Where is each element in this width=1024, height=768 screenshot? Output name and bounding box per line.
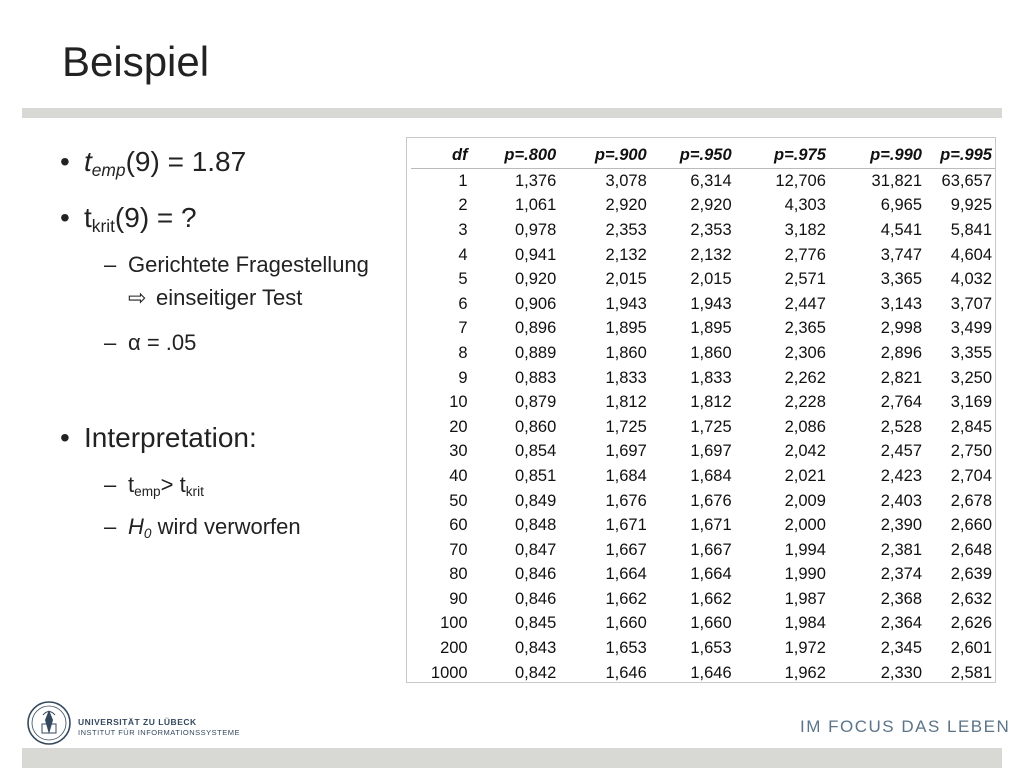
critical-value-cell: 1,990: [784, 565, 826, 584]
df-cell: 40: [449, 466, 468, 485]
critical-value-cell: 2,353: [605, 220, 647, 239]
df-cell: 7: [458, 319, 468, 338]
critical-value-cell: 1,860: [605, 343, 647, 362]
critical-value-cell: 2,423: [880, 466, 922, 485]
footer-band: [22, 748, 1002, 768]
critical-value-cell: 2,750: [950, 442, 992, 461]
critical-value-cell: 2,381: [880, 540, 922, 559]
df-cell: 60: [449, 516, 468, 535]
sub-bullet-directed-hypothesis: [104, 252, 369, 278]
table-row: [411, 636, 995, 661]
critical-value-cell: 1,895: [690, 319, 732, 338]
t-subscript: krit: [185, 484, 204, 500]
critical-value-cell: 0,889: [514, 343, 557, 362]
critical-value-cell: 0,854: [514, 442, 557, 461]
critical-value-cell: 1,664: [690, 565, 732, 584]
critical-value-cell: 2,403: [880, 491, 922, 510]
critical-value-cell: 0,845: [514, 614, 557, 633]
table-row: [411, 169, 995, 194]
critical-value-cell: 0,849: [514, 491, 557, 510]
critical-value-cell: 3,499: [950, 319, 992, 338]
table-row: [411, 366, 995, 391]
critical-value-cell: 2,678: [950, 491, 992, 510]
critical-value-cell: 2,896: [880, 343, 922, 362]
bullet-t-krit: [60, 202, 197, 237]
critical-value-cell: 1,697: [605, 442, 647, 461]
critical-value-cell: 1,662: [690, 589, 732, 608]
df-cell: 8: [458, 343, 468, 362]
university-name: UNIVERSITÄT ZU LÜBECK: [78, 717, 197, 727]
critical-value-cell: 3,143: [880, 294, 922, 313]
critical-value-cell: 0,846: [514, 589, 557, 608]
critical-value-cell: 12,706: [775, 171, 826, 190]
t-symbol: t: [128, 472, 135, 497]
critical-value-cell: 0,920: [514, 270, 557, 289]
critical-value-cell: 1,664: [605, 565, 647, 584]
critical-value-cell: 3,365: [880, 270, 922, 289]
h-symbol: H: [128, 514, 144, 539]
critical-value-cell: 2,353: [690, 220, 732, 239]
critical-value-cell: 5,841: [950, 220, 992, 239]
table-body: [411, 169, 995, 686]
critical-value-cell: 2,660: [950, 516, 992, 535]
university-seal-icon: [26, 700, 72, 746]
table-header-cell: p=.900: [559, 142, 650, 169]
bullet-dot: •: [60, 422, 70, 453]
df-cell: 50: [449, 491, 468, 510]
df-cell: 1: [458, 171, 468, 190]
critical-value-cell: 2,632: [950, 589, 992, 608]
t-distribution-table: [411, 142, 995, 685]
sub-bullet-dash: –: [104, 330, 117, 355]
table-row: [411, 464, 995, 489]
table-header-row: [411, 142, 995, 169]
critical-value-cell: 3,078: [605, 171, 647, 190]
df-cell: 9: [458, 368, 468, 387]
critical-value-cell: 2,639: [950, 565, 992, 584]
critical-value-cell: 2,000: [784, 516, 826, 535]
critical-value-cell: 3,250: [950, 368, 992, 387]
critical-value-cell: 2,920: [605, 196, 647, 215]
table-row: [411, 390, 995, 415]
critical-value-cell: 1,833: [605, 368, 647, 387]
bullet-interpretation: [60, 422, 257, 454]
df-cell: 70: [449, 540, 468, 559]
critical-value-cell: 1,646: [690, 663, 732, 682]
df-cell: 1000: [430, 663, 468, 682]
critical-value-cell: 1,653: [605, 639, 647, 658]
critical-value-cell: 1,653: [690, 639, 732, 658]
t-subscript: emp: [134, 484, 161, 500]
df-cell: 100: [440, 614, 468, 633]
t-symbol: t: [84, 202, 92, 233]
critical-value-cell: 0,941: [514, 245, 557, 264]
critical-value-cell: 1,697: [690, 442, 732, 461]
critical-value-cell: 2,528: [880, 417, 922, 436]
t-emp-value: (9) = 1.87: [125, 146, 247, 177]
critical-value-cell: 2,364: [880, 614, 922, 633]
critical-value-cell: 1,860: [690, 343, 732, 362]
critical-value-cell: 1,943: [605, 294, 647, 313]
df-cell: 200: [440, 639, 468, 658]
t-subscript: emp: [91, 160, 126, 181]
critical-value-cell: 1,994: [784, 540, 826, 559]
table-row: [411, 513, 995, 538]
df-cell: 20: [449, 417, 468, 436]
df-cell: 90: [449, 589, 468, 608]
critical-value-cell: 1,662: [605, 589, 647, 608]
critical-value-cell: 31,821: [871, 171, 922, 190]
critical-value-cell: 2,345: [880, 639, 922, 658]
critical-value-cell: 1,061: [514, 196, 557, 215]
critical-value-cell: 2,368: [880, 589, 922, 608]
table-row: [411, 489, 995, 514]
critical-value-cell: 1,676: [690, 491, 732, 510]
critical-value-cell: 1,684: [605, 466, 647, 485]
critical-value-cell: 63,657: [941, 171, 992, 190]
critical-value-cell: 6,314: [690, 171, 732, 190]
critical-value-cell: 2,390: [880, 516, 922, 535]
critical-value-cell: 1,671: [690, 516, 732, 535]
table-row: [411, 267, 995, 292]
sub-bullet-dash: –: [104, 472, 117, 497]
critical-value-cell: 0,860: [514, 417, 557, 436]
critical-value-cell: 1,667: [690, 540, 732, 559]
alpha-text: α = .05: [128, 330, 197, 355]
critical-value-cell: 1,833: [690, 368, 732, 387]
critical-value-cell: 0,851: [514, 466, 557, 485]
critical-value-cell: 2,704: [950, 466, 992, 485]
critical-value-cell: 3,747: [880, 245, 922, 264]
critical-value-cell: 4,604: [950, 245, 992, 264]
critical-value-cell: 2,042: [784, 442, 826, 461]
df-cell: 6: [458, 294, 468, 313]
table-row: [411, 243, 995, 268]
critical-value-cell: 1,962: [784, 663, 826, 682]
table-row: [411, 218, 995, 243]
right-arrow-icon: ⇨: [128, 285, 147, 310]
critical-value-cell: 2,015: [690, 270, 732, 289]
critical-value-cell: 2,601: [950, 639, 992, 658]
critical-value-cell: 3,182: [784, 220, 826, 239]
critical-value-cell: 4,541: [880, 220, 922, 239]
table-row: [411, 317, 995, 342]
institute-name: INSTITUT FÜR INFORMATIONSSYSTEME: [78, 728, 240, 737]
table-row: [411, 194, 995, 219]
slogan: IM FOCUS DAS LEBEN: [800, 717, 1011, 736]
critical-value-cell: 9,925: [950, 196, 992, 215]
critical-value-cell: 4,303: [784, 196, 826, 215]
critical-value-cell: 0,846: [514, 565, 557, 584]
table-row: [411, 341, 995, 366]
table-row: [411, 415, 995, 440]
critical-value-cell: 1,943: [690, 294, 732, 313]
bullet-t-emp: [60, 146, 247, 181]
critical-value-cell: 1,676: [605, 491, 647, 510]
df-cell: 2: [458, 196, 468, 215]
sub-bullet-h0-rejected: [104, 514, 301, 540]
table-header-cell: p=.800: [471, 142, 560, 169]
h-subscript: 0: [143, 526, 152, 542]
table-row: [411, 661, 995, 686]
critical-value-cell: 2,365: [784, 319, 826, 338]
t-krit-value: (9) = ?: [114, 202, 197, 233]
critical-value-cell: 1,725: [690, 417, 732, 436]
critical-value-cell: 2,626: [950, 614, 992, 633]
critical-value-cell: 2,021: [784, 466, 826, 485]
critical-value-cell: 2,457: [880, 442, 922, 461]
table-row: [411, 587, 995, 612]
critical-value-cell: 0,883: [514, 368, 557, 387]
df-cell: 3: [458, 220, 468, 239]
df-cell: 4: [458, 245, 468, 264]
critical-value-cell: 2,306: [784, 343, 826, 362]
sub-bullet-one-sided-test: [128, 285, 302, 311]
critical-value-cell: 2,776: [784, 245, 826, 264]
table-row: [411, 440, 995, 465]
critical-value-cell: 0,896: [514, 319, 557, 338]
table-header-cell: p=.990: [829, 142, 925, 169]
critical-value-cell: 1,376: [514, 171, 557, 190]
table-row: [411, 538, 995, 563]
critical-value-cell: 2,581: [950, 663, 992, 682]
critical-value-cell: 2,132: [605, 245, 647, 264]
slide-title: Beispiel: [62, 38, 210, 85]
critical-value-cell: 6,965: [880, 196, 922, 215]
critical-value-cell: 2,821: [880, 368, 922, 387]
critical-value-cell: 2,374: [880, 565, 922, 584]
critical-value-cell: 1,671: [605, 516, 647, 535]
critical-value-cell: 0,906: [514, 294, 557, 313]
df-cell: 80: [449, 565, 468, 584]
one-sided-test-text: einseitiger Test: [156, 285, 303, 310]
critical-value-cell: 4,032: [950, 270, 992, 289]
bullet-dot: •: [60, 146, 70, 177]
critical-value-cell: 1,987: [784, 589, 826, 608]
critical-value-cell: 2,845: [950, 417, 992, 436]
critical-value-cell: 1,812: [605, 393, 647, 412]
critical-value-cell: 2,009: [784, 491, 826, 510]
critical-value-cell: 3,355: [950, 343, 992, 362]
greater-than-t: > t: [160, 472, 186, 497]
bullet-dot: •: [60, 202, 70, 233]
df-cell: 30: [449, 442, 468, 461]
critical-value-cell: 1,660: [605, 614, 647, 633]
critical-value-cell: 0,842: [514, 663, 557, 682]
directed-hypothesis-text: Gerichtete Fragestellung: [128, 252, 369, 277]
sub-bullet-comparison: [104, 472, 204, 498]
df-cell: 10: [449, 393, 468, 412]
table-row: [411, 612, 995, 637]
sub-bullet-dash: –: [104, 514, 117, 539]
table-header-cell: p=.995: [925, 142, 995, 169]
critical-value-cell: 1,972: [784, 639, 826, 658]
t-distribution-table-frame: [406, 137, 996, 683]
critical-value-cell: 1,984: [784, 614, 826, 633]
critical-value-cell: 1,684: [690, 466, 732, 485]
table-header-cell: p=.975: [735, 142, 829, 169]
critical-value-cell: 2,086: [784, 417, 826, 436]
critical-value-cell: 2,447: [784, 294, 826, 313]
critical-value-cell: 2,648: [950, 540, 992, 559]
table-row: [411, 292, 995, 317]
critical-value-cell: 2,571: [784, 270, 826, 289]
critical-value-cell: 1,646: [605, 663, 647, 682]
critical-value-cell: 0,978: [514, 220, 557, 239]
table-row: [411, 563, 995, 588]
critical-value-cell: 2,015: [605, 270, 647, 289]
df-cell: 5: [458, 270, 468, 289]
h0-rejected-text: wird verworfen: [151, 514, 301, 539]
critical-value-cell: 1,667: [605, 540, 647, 559]
critical-value-cell: 2,764: [880, 393, 922, 412]
sub-bullet-alpha: [104, 330, 196, 356]
critical-value-cell: 2,228: [784, 393, 826, 412]
critical-value-cell: 0,848: [514, 516, 557, 535]
t-subscript: krit: [91, 216, 115, 237]
critical-value-cell: 2,330: [880, 663, 922, 682]
critical-value-cell: 3,169: [950, 393, 992, 412]
critical-value-cell: 2,998: [880, 319, 922, 338]
critical-value-cell: 3,707: [950, 294, 992, 313]
table-header-cell: p=.950: [650, 142, 735, 169]
critical-value-cell: 0,843: [514, 639, 557, 658]
critical-value-cell: 1,895: [605, 319, 647, 338]
critical-value-cell: 0,847: [514, 540, 557, 559]
title-divider: [22, 108, 1002, 118]
sub-bullet-dash: –: [104, 252, 117, 277]
critical-value-cell: 1,660: [690, 614, 732, 633]
interpretation-text: Interpretation:: [84, 422, 257, 453]
table-header-cell: df: [411, 142, 471, 169]
critical-value-cell: 2,920: [690, 196, 732, 215]
critical-value-cell: 1,725: [605, 417, 647, 436]
critical-value-cell: 0,879: [514, 393, 557, 412]
critical-value-cell: 2,262: [784, 368, 826, 387]
critical-value-cell: 1,812: [690, 393, 732, 412]
critical-value-cell: 2,132: [690, 245, 732, 264]
t-symbol: t: [84, 146, 92, 177]
